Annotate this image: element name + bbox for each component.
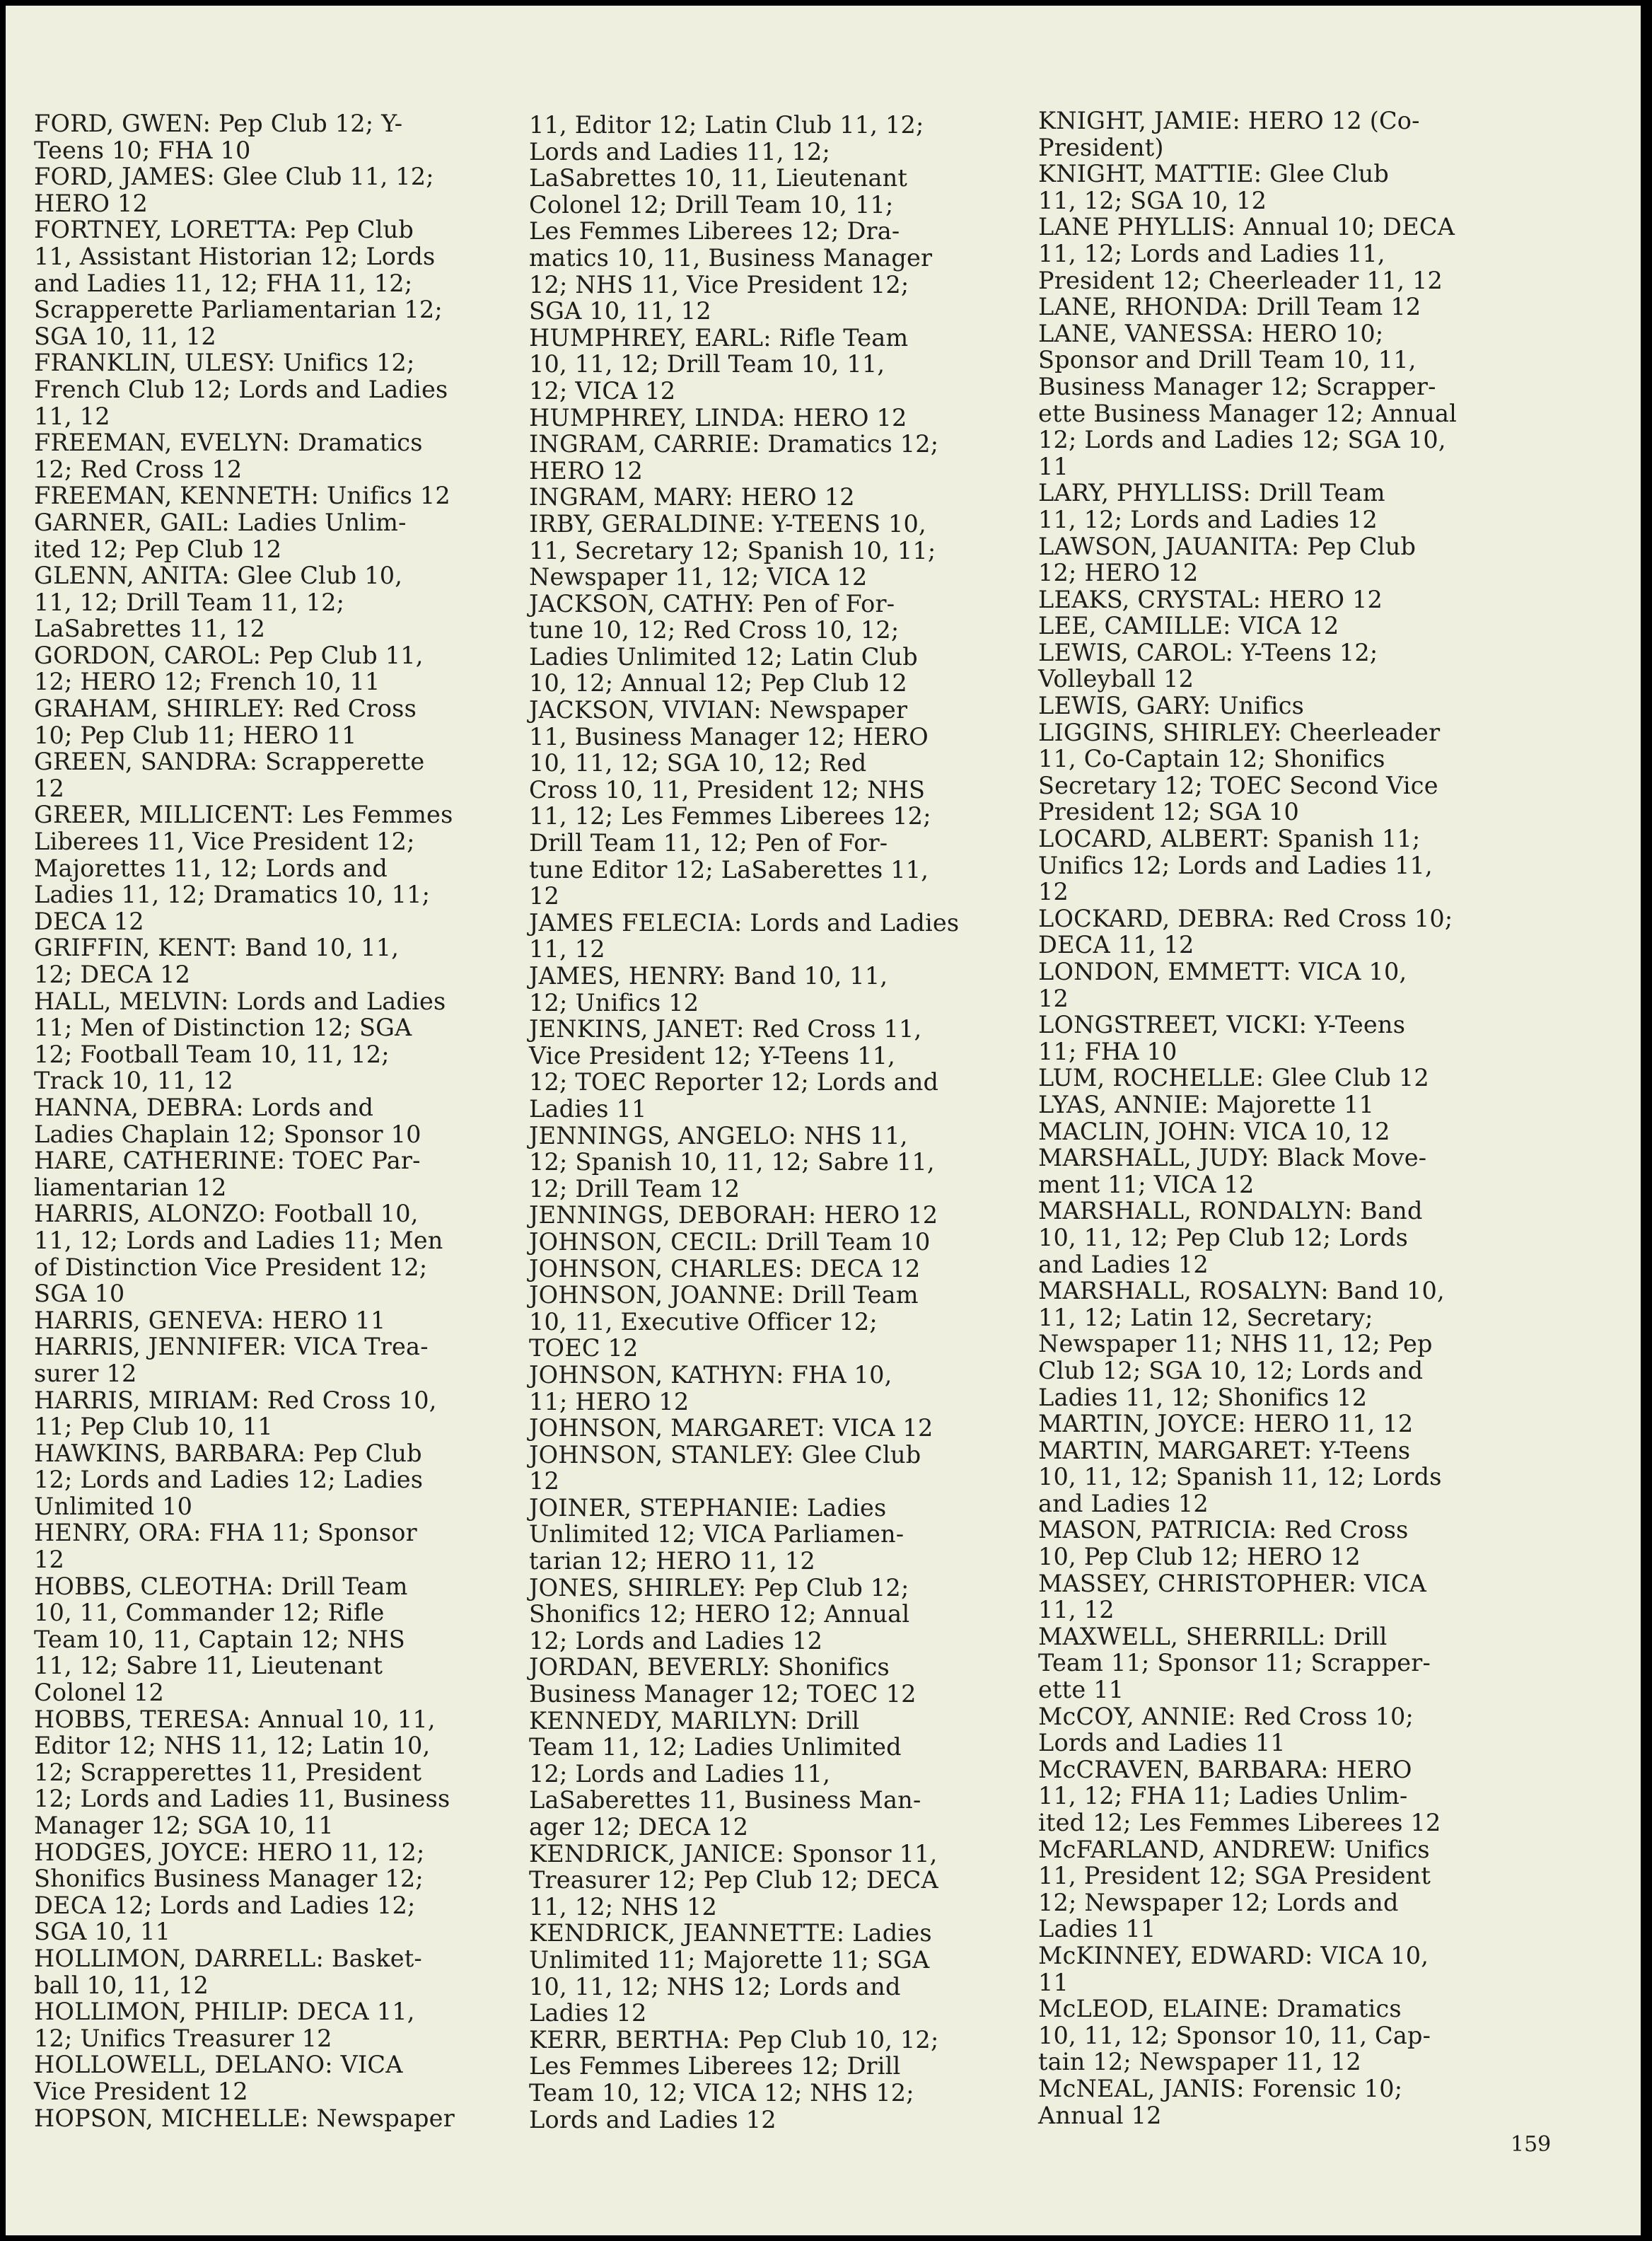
index-entry-line: MARTIN, JOYCE: HERO 11, 12 xyxy=(1038,1410,1414,1438)
index-entry-line: Business Manager 12; TOEC 12 xyxy=(529,1680,917,1708)
index-entry-line: 12; HERO 12; French 10, 11 xyxy=(34,668,380,696)
index-entry-line: ette Business Manager 12; Annual xyxy=(1038,399,1458,427)
index-entry-line: JOHNSON, CECIL: Drill Team 10 xyxy=(529,1227,931,1256)
index-entry-line: FRANKLIN, ULESY: Unifics 12; xyxy=(34,349,415,377)
index-entry-line: KENDRICK, JEANNETTE: Ladies xyxy=(529,1919,932,1947)
index-entry-line: 11, President 12; SGA President xyxy=(1038,1862,1431,1890)
index-entry-line: FORTNEY, LORETTA: Pep Club xyxy=(34,216,414,244)
index-entry-line: Vice President 12; Y-Teens 11, xyxy=(529,1041,896,1070)
index-entry-line: 10, 11, Commander 12; Rifle xyxy=(34,1599,385,1627)
index-entry-line: JORDAN, BEVERLY: Shonifics xyxy=(529,1653,890,1681)
index-entry-line: LYAS, ANNIE: Majorette 11 xyxy=(1038,1090,1374,1118)
index-entry-line: GORDON, CAROL: Pep Club 11, xyxy=(34,641,424,669)
index-entry-line: KNIGHT, MATTIE: Glee Club xyxy=(1038,160,1390,188)
index-entry-line: LaSabrettes 10, 11, Lieutenant xyxy=(529,164,908,192)
index-entry-line: Secretary 12; TOEC Second Vice xyxy=(1038,771,1438,799)
index-entry-line: HUMPHREY, EARL: Rifle Team xyxy=(529,323,909,352)
index-entry-line: SGA 10, 11, 12 xyxy=(34,322,216,350)
index-entry-line: HARRIS, GENEVA: HERO 11 xyxy=(34,1306,386,1334)
index-entry-line: matics 10, 11, Business Manager xyxy=(529,243,933,272)
index-entry-line: Vice President 12 xyxy=(34,2077,248,2105)
index-entry-line: LANE PHYLLIS: Annual 10; DECA xyxy=(1038,213,1455,241)
index-entry-line: Liberees 11, Vice President 12; xyxy=(34,828,415,856)
index-entry-line: HAWKINS, BARBARA: Pep Club xyxy=(34,1439,422,1467)
index-entry-line: tarian 12; HERO 11, 12 xyxy=(529,1547,815,1575)
index-entry-line: HOLLOWELL, DELANO: VICA xyxy=(34,2051,403,2079)
index-entry-line: 10; Pep Club 11; HERO 11 xyxy=(34,721,357,749)
page-number: 159 xyxy=(1511,2132,1552,2157)
index-entry-line: 11, 12 xyxy=(34,402,110,430)
index-entry-line: LOCKARD, DEBRA: Red Cross 10; xyxy=(1038,904,1453,932)
index-entry-line: and Ladies 12 xyxy=(1038,1489,1209,1517)
index-entry-line: 11, 12; SGA 10, 12 xyxy=(1038,186,1267,214)
index-entry-line: FORD, GWEN: Pep Club 12; Y- xyxy=(34,110,403,137)
index-entry-line: INGRAM, MARY: HERO 12 xyxy=(529,483,855,511)
index-entry-line: 11; FHA 10 xyxy=(1038,1037,1177,1065)
index-entry-line: 11, Business Manager 12; HERO xyxy=(529,722,929,751)
index-entry-line: Scrapperette Parliamentarian 12; xyxy=(34,296,443,324)
index-entry-line: 12; Football Team 10, 11, 12; xyxy=(34,1040,390,1068)
index-entry-line: ited 12; Pep Club 12 xyxy=(34,535,282,563)
index-entry-line: Ladies Chaplain 12; Sponsor 10 xyxy=(34,1120,421,1148)
index-entry-line: 11 xyxy=(1038,452,1069,480)
index-entry-line: 12; HERO 12 xyxy=(1038,559,1199,587)
index-entry-line: DECA 12; Lords and Ladies 12; xyxy=(34,1891,416,1919)
index-entry-line: Team 10, 12; VICA 12; NHS 12; xyxy=(529,2078,914,2107)
index-entry-line: 11; Men of Distinction 12; SGA xyxy=(34,1014,412,1042)
index-entry-line: LEWIS, CAROL: Y-Teens 12; xyxy=(1038,638,1378,666)
index-entry-line: JENNINGS, ANGELO: NHS 11, xyxy=(529,1121,908,1150)
index-entry-line: Newspaper 11; NHS 11, 12; Pep xyxy=(1038,1330,1433,1358)
index-entry-line: 11, Secretary 12; Spanish 10, 11; xyxy=(529,536,936,564)
index-entry-line: and Ladies 12 xyxy=(1038,1250,1209,1278)
index-entry-line: 12 xyxy=(1038,984,1069,1012)
index-entry-line: 12; Red Cross 12 xyxy=(34,455,243,483)
index-entry-line: HANNA, DEBRA: Lords and xyxy=(34,1093,374,1121)
index-entry-line: 11, Assistant Historian 12; Lords xyxy=(34,242,436,270)
index-entry-line: LONDON, EMMETT: VICA 10, xyxy=(1038,958,1407,985)
index-entry-line: 10, 12; Annual 12; Pep Club 12 xyxy=(529,669,907,697)
index-entry-line: LOCARD, ALBERT: Spanish 11; xyxy=(1038,825,1421,853)
index-entry-line: LAWSON, JAUANITA: Pep Club xyxy=(1038,532,1417,560)
index-entry-line: 11, 12; Lords and Ladies 12 xyxy=(1038,505,1378,533)
index-entry-line: INGRAM, CARRIE: Dramatics 12; xyxy=(529,430,939,458)
index-entry-line: Drill Team 11, 12; Pen of For- xyxy=(529,829,888,857)
index-entry-line: HOLLIMON, DARRELL: Basket- xyxy=(34,1944,422,1972)
index-entry-line: 11; HERO 12 xyxy=(529,1387,690,1415)
index-entry-line: HOBBS, CLEOTHA: Drill Team xyxy=(34,1572,408,1600)
index-entry-line: 12 xyxy=(1038,878,1069,906)
index-entry-line: JACKSON, VIVIAN: Newspaper xyxy=(529,696,908,724)
index-entry-line: Track 10, 11, 12 xyxy=(34,1067,233,1095)
index-entry-line: MARSHALL, RONDALYN: Band xyxy=(1038,1197,1423,1225)
index-entry-line: JOHNSON, STANLEY: Glee Club xyxy=(529,1440,921,1469)
index-entry-line: 12; Scrapperettes 11, President xyxy=(34,1758,422,1786)
index-entry-line: Team 11, 12; Ladies Unlimited xyxy=(529,1733,902,1761)
index-entry-line: McCRAVEN, BARBARA: HERO xyxy=(1038,1755,1412,1783)
index-entry-line: MASSEY, CHRISTOPHER: VICA xyxy=(1038,1569,1427,1597)
index-entry-line: JOINER, STEPHANIE: Ladies xyxy=(529,1493,887,1522)
index-entry-line: Unifics 12; Lords and Ladies 11, xyxy=(1038,851,1433,879)
index-entry-line: 11, 12; Drill Team 11, 12; xyxy=(34,588,345,616)
index-entry-line: Annual 12 xyxy=(1038,2101,1162,2129)
index-entry-line: 10, 11, 12; Drill Team 10, 11, xyxy=(529,350,885,378)
index-column-1 xyxy=(34,110,455,2131)
index-entry-line: Newspaper 11, 12; VICA 12 xyxy=(529,563,868,591)
index-entry-line: 12 xyxy=(34,1546,65,1574)
index-entry-line: JENNINGS, DEBORAH: HERO 12 xyxy=(529,1201,938,1229)
index-entry-line: 12; DECA 12 xyxy=(34,961,191,988)
index-entry-line: HERO 12 xyxy=(34,189,149,217)
index-entry-line: 12; Newspaper 12; Lords and xyxy=(1038,1888,1399,1916)
index-entry-line: 12; VICA 12 xyxy=(529,376,676,405)
index-entry-line: Les Femmes Liberees 12; Drill xyxy=(529,2052,901,2080)
index-entry-line: ball 10, 11, 12 xyxy=(34,1971,209,1999)
index-entry-line: 11, 12; Latin 12, Secretary; xyxy=(1038,1303,1373,1331)
index-entry-line: 11, 12; FHA 11; Ladies Unlim- xyxy=(1038,1782,1408,1810)
index-entry-line: Colonel 12; Drill Team 10, 11; xyxy=(529,190,894,219)
index-entry-line: FREEMAN, KENNETH: Unifics 12 xyxy=(34,482,450,510)
index-entry-line: SGA 10, 11 xyxy=(34,1918,171,1946)
index-entry-line: French Club 12; Lords and Ladies xyxy=(34,375,448,403)
index-entry-line: SGA 10, 11, 12 xyxy=(529,297,711,325)
index-entry-line: MARSHALL, ROSALYN: Band 10, xyxy=(1038,1277,1445,1305)
index-entry-line: Cross 10, 11, President 12; NHS xyxy=(529,775,926,804)
index-entry-line: 12; Lords and Ladies 12; Ladies xyxy=(34,1466,424,1494)
index-entry-line: GLENN, ANITA: Glee Club 10, xyxy=(34,562,403,590)
index-entry-line: 10, 11, 12; Sponsor 10, 11, Cap- xyxy=(1038,2021,1431,2049)
index-entry-line: President 12; SGA 10 xyxy=(1038,798,1299,826)
index-entry-line: JOHNSON, KATHYN: FHA 10, xyxy=(529,1360,892,1389)
index-entry-line: JENKINS, JANET: Red Cross 11, xyxy=(529,1015,922,1043)
index-entry-line: 12; Lords and Ladies 11, xyxy=(529,1759,831,1788)
index-entry-line: Business Manager 12; Scrapper- xyxy=(1038,372,1436,400)
index-entry-line: HARRIS, MIRIAM: Red Cross 10, xyxy=(34,1386,437,1414)
index-entry-line: KENDRICK, JANICE: Sponsor 11, xyxy=(529,1839,938,1868)
index-entry-line: Lords and Ladies 11, 12; xyxy=(529,137,831,166)
index-entry-line: 10, 11, 12; Spanish 11, 12; Lords xyxy=(1038,1463,1442,1491)
index-entry-line: HOBBS, TERESA: Annual 10, 11, xyxy=(34,1705,436,1733)
index-entry-line: Ladies 11 xyxy=(529,1094,647,1123)
index-entry-line: 12; Lords and Ladies 11, Business xyxy=(34,1785,450,1813)
index-entry-line: President) xyxy=(1038,133,1164,161)
index-entry-line: and Ladies 11, 12; FHA 11, 12; xyxy=(34,269,413,297)
index-entry-line: surer 12 xyxy=(34,1359,137,1387)
index-entry-line: LARY, PHYLLISS: Drill Team xyxy=(1038,479,1385,507)
index-entry-line: tain 12; Newspaper 11, 12 xyxy=(1038,2048,1361,2076)
index-entry-line: Unlimited 11; Majorette 11; SGA xyxy=(529,1945,930,1974)
index-entry-line: HARE, CATHERINE: TOEC Par- xyxy=(34,1147,421,1175)
index-entry-line: ette 11 xyxy=(1038,1676,1124,1704)
index-entry-line: MARTIN, MARGARET: Y-Teens xyxy=(1038,1436,1411,1464)
index-entry-line: HUMPHREY, LINDA: HERO 12 xyxy=(529,403,907,432)
index-entry-line: HARRIS, JENNIFER: VICA Trea- xyxy=(34,1333,429,1361)
index-entry-line: DECA 11, 12 xyxy=(1038,931,1194,959)
index-entry-line: 12; Lords and Ladies 12 xyxy=(529,1626,823,1655)
index-entry-line: 11 xyxy=(1038,1968,1069,1996)
index-entry-line: Unlimited 10 xyxy=(34,1492,193,1520)
index-entry-line: FORD, JAMES: Glee Club 11, 12; xyxy=(34,163,434,191)
index-entry-line: KERR, BERTHA: Pep Club 10, 12; xyxy=(529,2025,939,2054)
index-entry-line: McNEAL, JANIS: Forensic 10; xyxy=(1038,2074,1403,2102)
index-entry-line: JOHNSON, MARGARET: VICA 12 xyxy=(529,1414,933,1442)
index-entry-line: 11, 12 xyxy=(1038,1596,1115,1624)
index-entry-line: FREEMAN, EVELYN: Dramatics xyxy=(34,429,423,457)
index-entry-line: Club 12; SGA 10, 12; Lords and xyxy=(1038,1356,1424,1384)
index-entry-line: 12 xyxy=(529,1467,560,1495)
index-entry-line: President 12; Cheerleader 11, 12 xyxy=(1038,266,1443,294)
index-entry-line: GREER, MILLICENT: Les Femmes xyxy=(34,801,453,829)
index-entry-line: 12; NHS 11, Vice President 12; xyxy=(529,270,909,299)
index-entry-line: GRIFFIN, KENT: Band 10, 11, xyxy=(34,934,400,962)
index-entry-line: ited 12; Les Femmes Liberees 12 xyxy=(1038,1809,1441,1836)
index-entry-line: 10, 11, Executive Officer 12; xyxy=(529,1307,878,1336)
index-entry-line: McLEOD, ELAINE: Dramatics xyxy=(1038,1995,1402,2023)
index-entry-line: Ladies 11, 12; Shonifics 12 xyxy=(1038,1383,1368,1411)
index-entry-line: McFARLAND, ANDREW: Unifics xyxy=(1038,1835,1430,1863)
index-entry-line: HERO 12 xyxy=(529,456,644,485)
index-entry-line: Sponsor and Drill Team 10, 11, xyxy=(1038,346,1417,374)
index-entry-line: 11, 12; Les Femmes Liberees 12; xyxy=(529,802,931,830)
index-entry-line: McKINNEY, EDWARD: VICA 10, xyxy=(1038,1941,1429,1969)
index-entry-line: 10, 11, 12; Pep Club 12; Lords xyxy=(1038,1223,1409,1251)
index-entry-line: LANE, VANESSA: HERO 10; xyxy=(1038,319,1384,347)
index-entry-line: 12; Unifics Treasurer 12 xyxy=(34,2024,332,2052)
index-entry-line: Shonifics 12; HERO 12; Annual xyxy=(529,1600,910,1628)
index-entry-line: Lords and Ladies 11 xyxy=(1038,1729,1286,1757)
index-entry-line: HALL, MELVIN: Lords and Ladies xyxy=(34,987,446,1015)
index-entry-line: DECA 12 xyxy=(34,907,144,935)
index-entry-line: KENNEDY, MARILYN: Drill xyxy=(529,1706,860,1735)
index-entry-line: Treasurer 12; Pep Club 12; DECA xyxy=(529,1866,938,1894)
index-entry-line: Team 10, 11, Captain 12; NHS xyxy=(34,1625,405,1653)
index-entry-line: Team 11; Sponsor 11; Scrapper- xyxy=(1038,1649,1431,1677)
index-entry-line: HENRY, ORA: FHA 11; Sponsor xyxy=(34,1519,417,1547)
index-entry-line: Shonifics Business Manager 12; xyxy=(34,1865,424,1893)
index-entry-line: SGA 10 xyxy=(34,1280,125,1308)
index-column-3 xyxy=(1038,108,1457,2129)
index-entry-line: Ladies Unlimited 12; Latin Club xyxy=(529,642,918,671)
index-entry-line: 12 xyxy=(529,882,560,910)
index-entry-line: JOHNSON, JOANNE: Drill Team xyxy=(529,1281,919,1309)
index-entry-line: Volleyball 12 xyxy=(1038,665,1194,693)
index-entry-line: 11, Editor 12; Latin Club 11, 12; xyxy=(529,111,924,139)
index-entry-line: LONGSTREET, VICKI: Y-Teens xyxy=(1038,1011,1406,1039)
index-entry-line: IRBY, GERALDINE: Y-TEENS 10, xyxy=(529,509,926,538)
index-entry-line: LEAKS, CRYSTAL: HERO 12 xyxy=(1038,585,1383,613)
index-entry-line: HARRIS, ALONZO: Football 10, xyxy=(34,1200,419,1228)
index-entry-line: MASON, PATRICIA: Red Cross xyxy=(1038,1516,1409,1544)
index-entry-line: HODGES, JOYCE: HERO 11, 12; xyxy=(34,1838,425,1866)
index-entry-line: GARNER, GAIL: Ladies Unlim- xyxy=(34,508,407,536)
index-entry-line: 11; Pep Club 10, 11 xyxy=(34,1413,273,1441)
index-entry-line: HOPSON, MICHELLE: Newspaper xyxy=(34,2104,455,2132)
index-entry-line: 11, 12; Sabre 11, Lieutenant xyxy=(34,1652,383,1680)
index-column-2 xyxy=(529,112,959,2133)
index-entry-line: LEE, CAMILLE: VICA 12 xyxy=(1038,612,1339,640)
index-entry-line: Lords and Ladies 12 xyxy=(529,2105,776,2133)
index-entry-line: tune Editor 12; LaSaberettes 11, xyxy=(529,855,929,884)
yearbook-page xyxy=(6,6,1641,2235)
index-entry-line: MACLIN, JOHN: VICA 10, 12 xyxy=(1038,1117,1390,1145)
index-entry-line: GRAHAM, SHIRLEY: Red Cross xyxy=(34,695,417,723)
index-entry-line: JAMES FELECIA: Lords and Ladies xyxy=(529,908,960,937)
index-entry-line: JONES, SHIRLEY: Pep Club 12; xyxy=(529,1573,909,1602)
index-entry-line: Manager 12; SGA 10, 11 xyxy=(34,1812,334,1839)
index-entry-line: LaSabrettes 11, 12 xyxy=(34,615,266,643)
index-entry-line: 10, Pep Club 12; HERO 12 xyxy=(1038,1543,1361,1571)
index-entry-line: JACKSON, CATHY: Pen of For- xyxy=(529,589,895,618)
index-entry-line: HOLLIMON, PHILIP: DECA 11, xyxy=(34,1998,415,2026)
index-entry-line: 11, 12; Lords and Ladies 11; Men xyxy=(34,1226,443,1254)
index-entry-line: 10, 11, 12; SGA 10, 12; Red xyxy=(529,749,867,777)
index-entry-line: Ladies 11 xyxy=(1038,1915,1156,1943)
index-entry-line: Ladies 12 xyxy=(529,1999,647,2027)
index-entry-line: 12 xyxy=(34,774,65,802)
index-entry-line: JOHNSON, CHARLES: DECA 12 xyxy=(529,1254,921,1282)
index-entry-line: ager 12; DECA 12 xyxy=(529,1813,749,1841)
index-entry-line: Unlimited 12; VICA Parliamen- xyxy=(529,1520,904,1548)
index-entry-line: 12; TOEC Reporter 12; Lords and xyxy=(529,1068,939,1096)
index-entry-line: Colonel 12 xyxy=(34,1679,165,1707)
index-entry-line: 12; Lords and Ladies 12; SGA 10, xyxy=(1038,426,1446,454)
index-entry-line: 11, 12 xyxy=(529,935,605,963)
index-entry-line: LEWIS, GARY: Unifics xyxy=(1038,692,1305,720)
index-entry-line: Majorettes 11, 12; Lords and xyxy=(34,854,388,882)
index-entry-line: 12; Drill Team 12 xyxy=(529,1174,740,1203)
index-entry-line: GREEN, SANDRA: Scrapperette xyxy=(34,748,425,776)
index-entry-line: 11, 12; Lords and Ladies 11, xyxy=(1038,239,1385,267)
index-entry-line: of Distinction Vice President 12; xyxy=(34,1253,428,1281)
index-entry-line: KNIGHT, JAMIE: HERO 12 (Co- xyxy=(1038,107,1420,134)
index-entry-line: liamentarian 12 xyxy=(34,1173,227,1201)
index-entry-line: MAXWELL, SHERRILL: Drill xyxy=(1038,1622,1388,1650)
index-entry-line: MARSHALL, JUDY: Black Move- xyxy=(1038,1144,1427,1172)
index-entry-line: LaSaberettes 11, Business Man- xyxy=(529,1786,921,1814)
index-entry-line: 10, 11, 12; NHS 12; Lords and xyxy=(529,1972,901,2000)
index-entry-line: 12; Unifics 12 xyxy=(529,988,699,1017)
index-entry-line: ment 11; VICA 12 xyxy=(1038,1170,1255,1198)
index-entry-line: McCOY, ANNIE: Red Cross 10; xyxy=(1038,1702,1414,1730)
index-entry-line: 11, Co-Captain 12; Shonifics xyxy=(1038,745,1385,773)
index-entry-line: LUM, ROCHELLE: Glee Club 12 xyxy=(1038,1064,1429,1092)
index-entry-line: Ladies 11, 12; Dramatics 10, 11; xyxy=(34,881,431,909)
index-entry-line: LIGGINS, SHIRLEY: Cheerleader xyxy=(1038,718,1441,746)
index-entry-line: LANE, RHONDA: Drill Team 12 xyxy=(1038,293,1421,321)
index-entry-line: JAMES, HENRY: Band 10, 11, xyxy=(529,962,888,990)
index-entry-line: Editor 12; NHS 11, 12; Latin 10, xyxy=(34,1732,431,1760)
index-entry-line: 11, 12; NHS 12 xyxy=(529,1892,718,1921)
index-entry-line: tune 10, 12; Red Cross 10, 12; xyxy=(529,616,900,644)
index-entry-line: 12; Spanish 10, 11, 12; Sabre 11, xyxy=(529,1148,935,1176)
index-entry-line: TOEC 12 xyxy=(529,1334,639,1362)
index-entry-line: Les Femmes Liberees 12; Dra- xyxy=(529,217,900,245)
index-entry-line: Teens 10; FHA 10 xyxy=(34,136,251,164)
